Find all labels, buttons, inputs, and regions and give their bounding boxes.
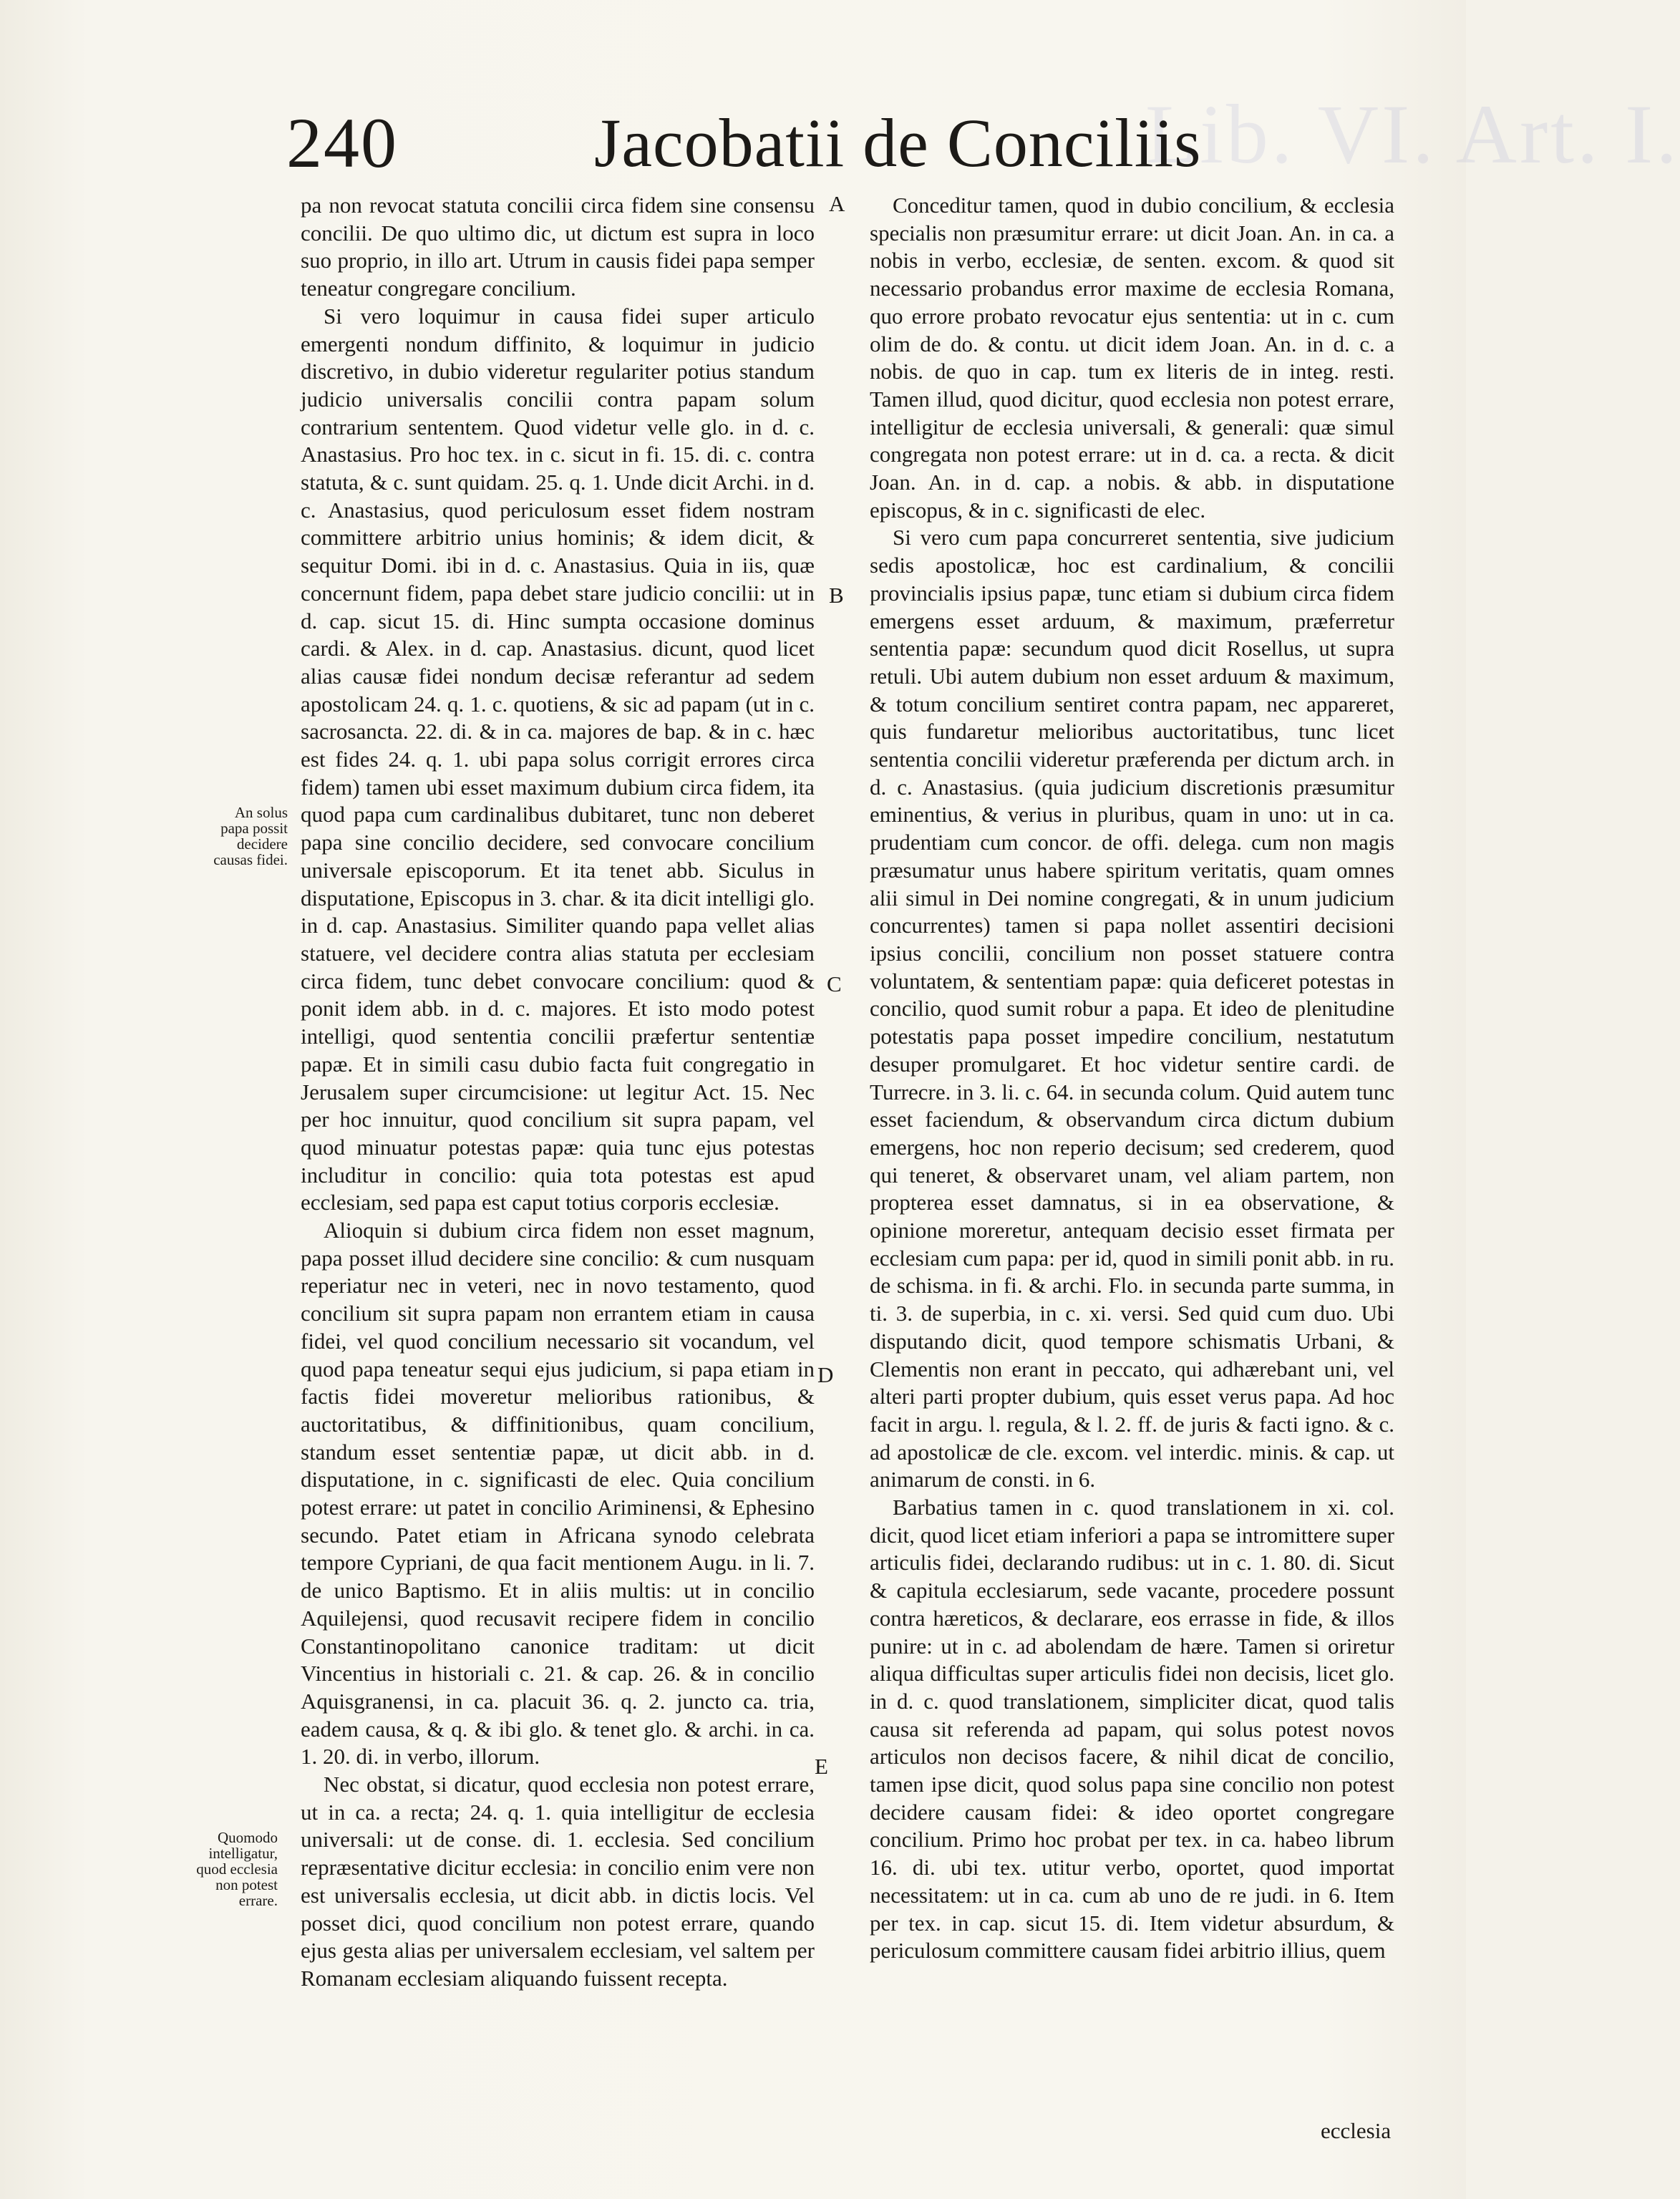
- section-letter-c: C: [827, 971, 842, 996]
- margin-note: Quomodo intelligatur, quod ecclesia non potest errare.: [196, 1829, 278, 1909]
- paragraph: Si vero cum papa concurreret sententia, sive judicium sedis apostolicæ, hoc est cardinalium, & concilii provincialis ipsius papæ, tunc etiam si dubium circa fidem emergens esset arduum, & maximum, præferretur sententia papæ: secundum quod dicit Rosellus, ut supra retuli. Ubi autem dubium non esset arduum & maximum, & totum concilium sentiret contra papam, nec appareret, quis fundaretur melioribus auctoritatibus, tunc licet sententia concilii videretur præferenda per dictum arch. in d. c. Anastasius. (quia judicium discretionis præsumitur eminentius, & verius in pluribus, quam in uno: ut in ca. prudentiam cum concor. de offi. delega. cum non magis præsumatur unus habere spiritum veritatis, quam omnes alii simul in Dei nomine congregati, & in unum judicium concurrentes) tamen si papa nollet assentiri decisioni ipsius concilii, concilium non posset statuere contra voluntatem, & sententiam papæ: quia deficeret potestas in concilio, quod sumit robur a papa. Et ideo de plenitudine potestatis papa posset impedire concilium, nestatutum desuper promulgaret. Et hoc videtur sentire cardi. de Turrecre. in 3. li. c. 64. in secunda colum. Quid autem tunc esset faciendum, & observandum circa dictum dubium emergens, hoc non reperio decisum; sed crederem, quod qui teneret, & observaret unam, vel aliam partem, non propterea esset damnatus, si in ea observatione, & opinione moreretur, antequam decisio esset firmata per ecclesiam cum papa: per id, quod in simili ponit abb. in ru. de schisma. in fi. & archi. Flo. in secunda parte summa, in ti. 3. de superbia, in c. xi. versi. Sed quid cum duo. Ubi disputando dicit, quod tempore schismatis Urbani, & Clementis non erant in peccato, qui adhærebant uni, vel alteri parti propter dubium, quis esset verus papa. Ad hoc facit in argu. l. regula, & l. 2. ff. de juris & facti igno. & c. ad apostolicæ de cle. excom. vel interdic. minis. & cap. ut animarum de consti. in 6.: [870, 525, 1394, 1492]
- section-letter-d: D: [817, 1362, 834, 1387]
- section-letter-a: A: [829, 191, 845, 216]
- catchword: ecclesia: [1321, 2118, 1392, 2143]
- right-text-column: [870, 192, 1394, 1965]
- paragraph: Alioquin si dubium circa fidem non esset magnum, papa posset illud decidere sine concilio: & cum nusquam reperiatur nec in veteri, nec in novo testamento, quod concilium sit supra papam non errantem etiam in causa fidei, vel quod concilium necessario sit vocandum, vel quod papa teneatur sequi ejus judicium, si papa etiam in factis fidei moveretur melioribus rationibus, & auctoritatibus, & diffinitionibus, quam concilium, standum esset sententiæ papæ, ut dicit abb. in d. disputatione, in c. significasti de elec. Quia concilium potest errare: ut patet in concilio Ariminensi, & Ephesino secundo. Patet etiam in Africana synodo celebrata tempore Cypriani, de qua facit mentionem Augu. in li. 7. de unico Baptismo. Et in aliis multis: ut in concilio Aquilejensi, quod recusavit recipere fidem in concilio Constantinopolitano canonice traditam: ut dicit Vincentius in historiali c. 21. & cap. 26. & in concilio Aquisgranensi, in ca. placuit 36. q. 2. juncto ca. tria, eadem causa, & q. & ibi glo. & tenet glo. & archi. in ca. 1. 20. di. in verbo, illorum.: [301, 1218, 815, 1770]
- margin-note: An solus papa possit decidere causas fidei.: [213, 804, 288, 868]
- bleed-through-text: Lib. VI. Art. I.: [1145, 87, 1680, 181]
- paragraph: Nec obstat, si dicatur, quod ecclesia non potest errare, ut in ca. a recta; 24. q. 1. quia intelligitur de ecclesia universali: ut de conse. di. 1. ecclesia. Sed concilium repræsentative dicitur ecclesia: in concilio enim vere non est universalis ecclesia, ut dicit abb. in dictis locis. Vel posset dici, quod concilium non potest errare, quando ejus gesta alias per universalem ecclesiam, vel saltem per Romanam ecclesiam aliquando fuissent recepta.: [301, 1772, 815, 1991]
- section-letter-e: E: [815, 1754, 828, 1779]
- section-letter-b: B: [829, 583, 844, 608]
- paragraph: Conceditur tamen, quod in dubio concilium, & ecclesia specialis non præsumitur errare: ut dicit Joan. An. in ca. a nobis in verbo, ecclesiæ, de senten. excom. & quod sit necessario probandus error maxime de ecclesia Romana, quo errore probato revocatur ejus sententia: ut in c. cum olim de do. & contu. ut dicit idem Joan. An. in d. c. a nobis. de quo in cap. tum ex literis de in integ. resti. Tamen illud, quod dicitur, quod ecclesia non potest errare, intelligitur de ecclesia universali, & generali: quæ simul congregata non potest errare: ut in d. ca. a recta. & dicit Joan. An. in d. cap. a nobis. & abb. in disputatione episcopus, & in c. significasti de elec.: [870, 193, 1394, 523]
- left-text-column: [301, 192, 815, 1993]
- running-title: Jacobatii de Conciliis: [594, 105, 1202, 181]
- page-number: 240: [286, 103, 398, 183]
- paragraph: pa non revocat statuta concilii circa fidem sine consensu concilii. De quo ultimo dic, ut dictum est supra in loco suo proprio, in illo art. Utrum in causis fidei papa semper teneatur congregare concilium.: [301, 193, 815, 301]
- paragraph: Barbatius tamen in c. quod translationem in xi. col. dicit, quod licet etiam inferiori a papa se intromittere super articulis fidei, declarando rudibus: ut in c. 1. 80. di. Sicut & capitula ecclesiarum, sede vacante, procedere possunt contra hæreticos, & declarare, eos errasse in fide, & illos punire: ut in c. ad abolendam de hære. Tamen si oriretur aliqua difficultas super articulis fidei non decisis, licet glo. in d. c. quod translationem, simpliciter dicat, quod talis causa sit referenda ad papam, qui solus potest novos articulos non decisos facere, & nihil dicat de concilio, tamen ipse dicit, quod solus papa sine concilio non potest decidere causam fidei: & ideo oportet congregare concilium. Primo hoc probat per tex. in ca. habeo librum 16. di. ubi tex. utitur verbo, oportet, quod importat necessitatem: ut in ca. cum ab uno de re judi. in 6. Item per tex. in cap. sicut 15. di. Item videtur absurdum, & periculosum committere causam fidei arbitrio illius, quem: [870, 1495, 1394, 1963]
- paragraph: Si vero loquimur in causa fidei super articulo emergenti nondum diffinito, & loquimur in judicio discretivo, in dubio videretur regulariter potius standum judicio universalis concilii contra papam solum contrarium sententem. Quod videtur velle glo. in d. c. Anastasius. Pro hoc tex. in c. sicut in fi. 15. di. c. contra statuta, & c. sunt quidam. 25. q. 1. Unde dicit Archi. in d. c. Anastasius, quod periculosum esset fidem nostram committere arbitrio unius hominis; & idem dicit, & sequitur Domi. ibi in d. c. Anastasius. Quia in iis, quæ concernunt fidem, papa debet stare judicio concilii: ut in d. cap. sicut 15. di. Hinc sumpta occasione dominus cardi. & Alex. in d. cap. Anastasius. dicunt, quod licet alias causæ fidei nondum decisæ referantur ad sedem apostolicam 24. q. 1. c. quotiens, & sic ad papam (ut in c. sacrosancta. 22. di. & in ca. majores de bap. & in c. hæc est fides 24. q. 1. ubi papa solus corrigit errores circa fidem) tamen ubi esset maximum dubium circa fidem, ita quod papa cum cardinalibus dubitaret, tunc non deberet papa sine concilio decidere, sed convocare concilium universale episcoporum. Et ita tenet abb. Siculus in disputatione, Episcopus in 3. char. & ita dicit intelligi glo. in d. cap. Anastasius. Similiter quando papa vellet alias statuere, vel decidere contra alias statuta per ecclesiam circa fidem, tunc debet convocare concilium: quod & ponit idem abb. in d. c. majores. Et isto modo potest intelligi, quod sententia concilii præfertur sententiæ papæ. Et in simili casu dubio facta fuit congregatio in Jerusalem super circumcisione: ut legitur Act. 15. Nec per hoc innuitur, quod concilium sit supra papam, vel quod minuatur potestas papæ: quia tunc ejus potestas includitur in concilio: quia tota potestas est apud ecclesiam, sed papa est caput totius corporis ecclesiæ.: [301, 303, 815, 1215]
